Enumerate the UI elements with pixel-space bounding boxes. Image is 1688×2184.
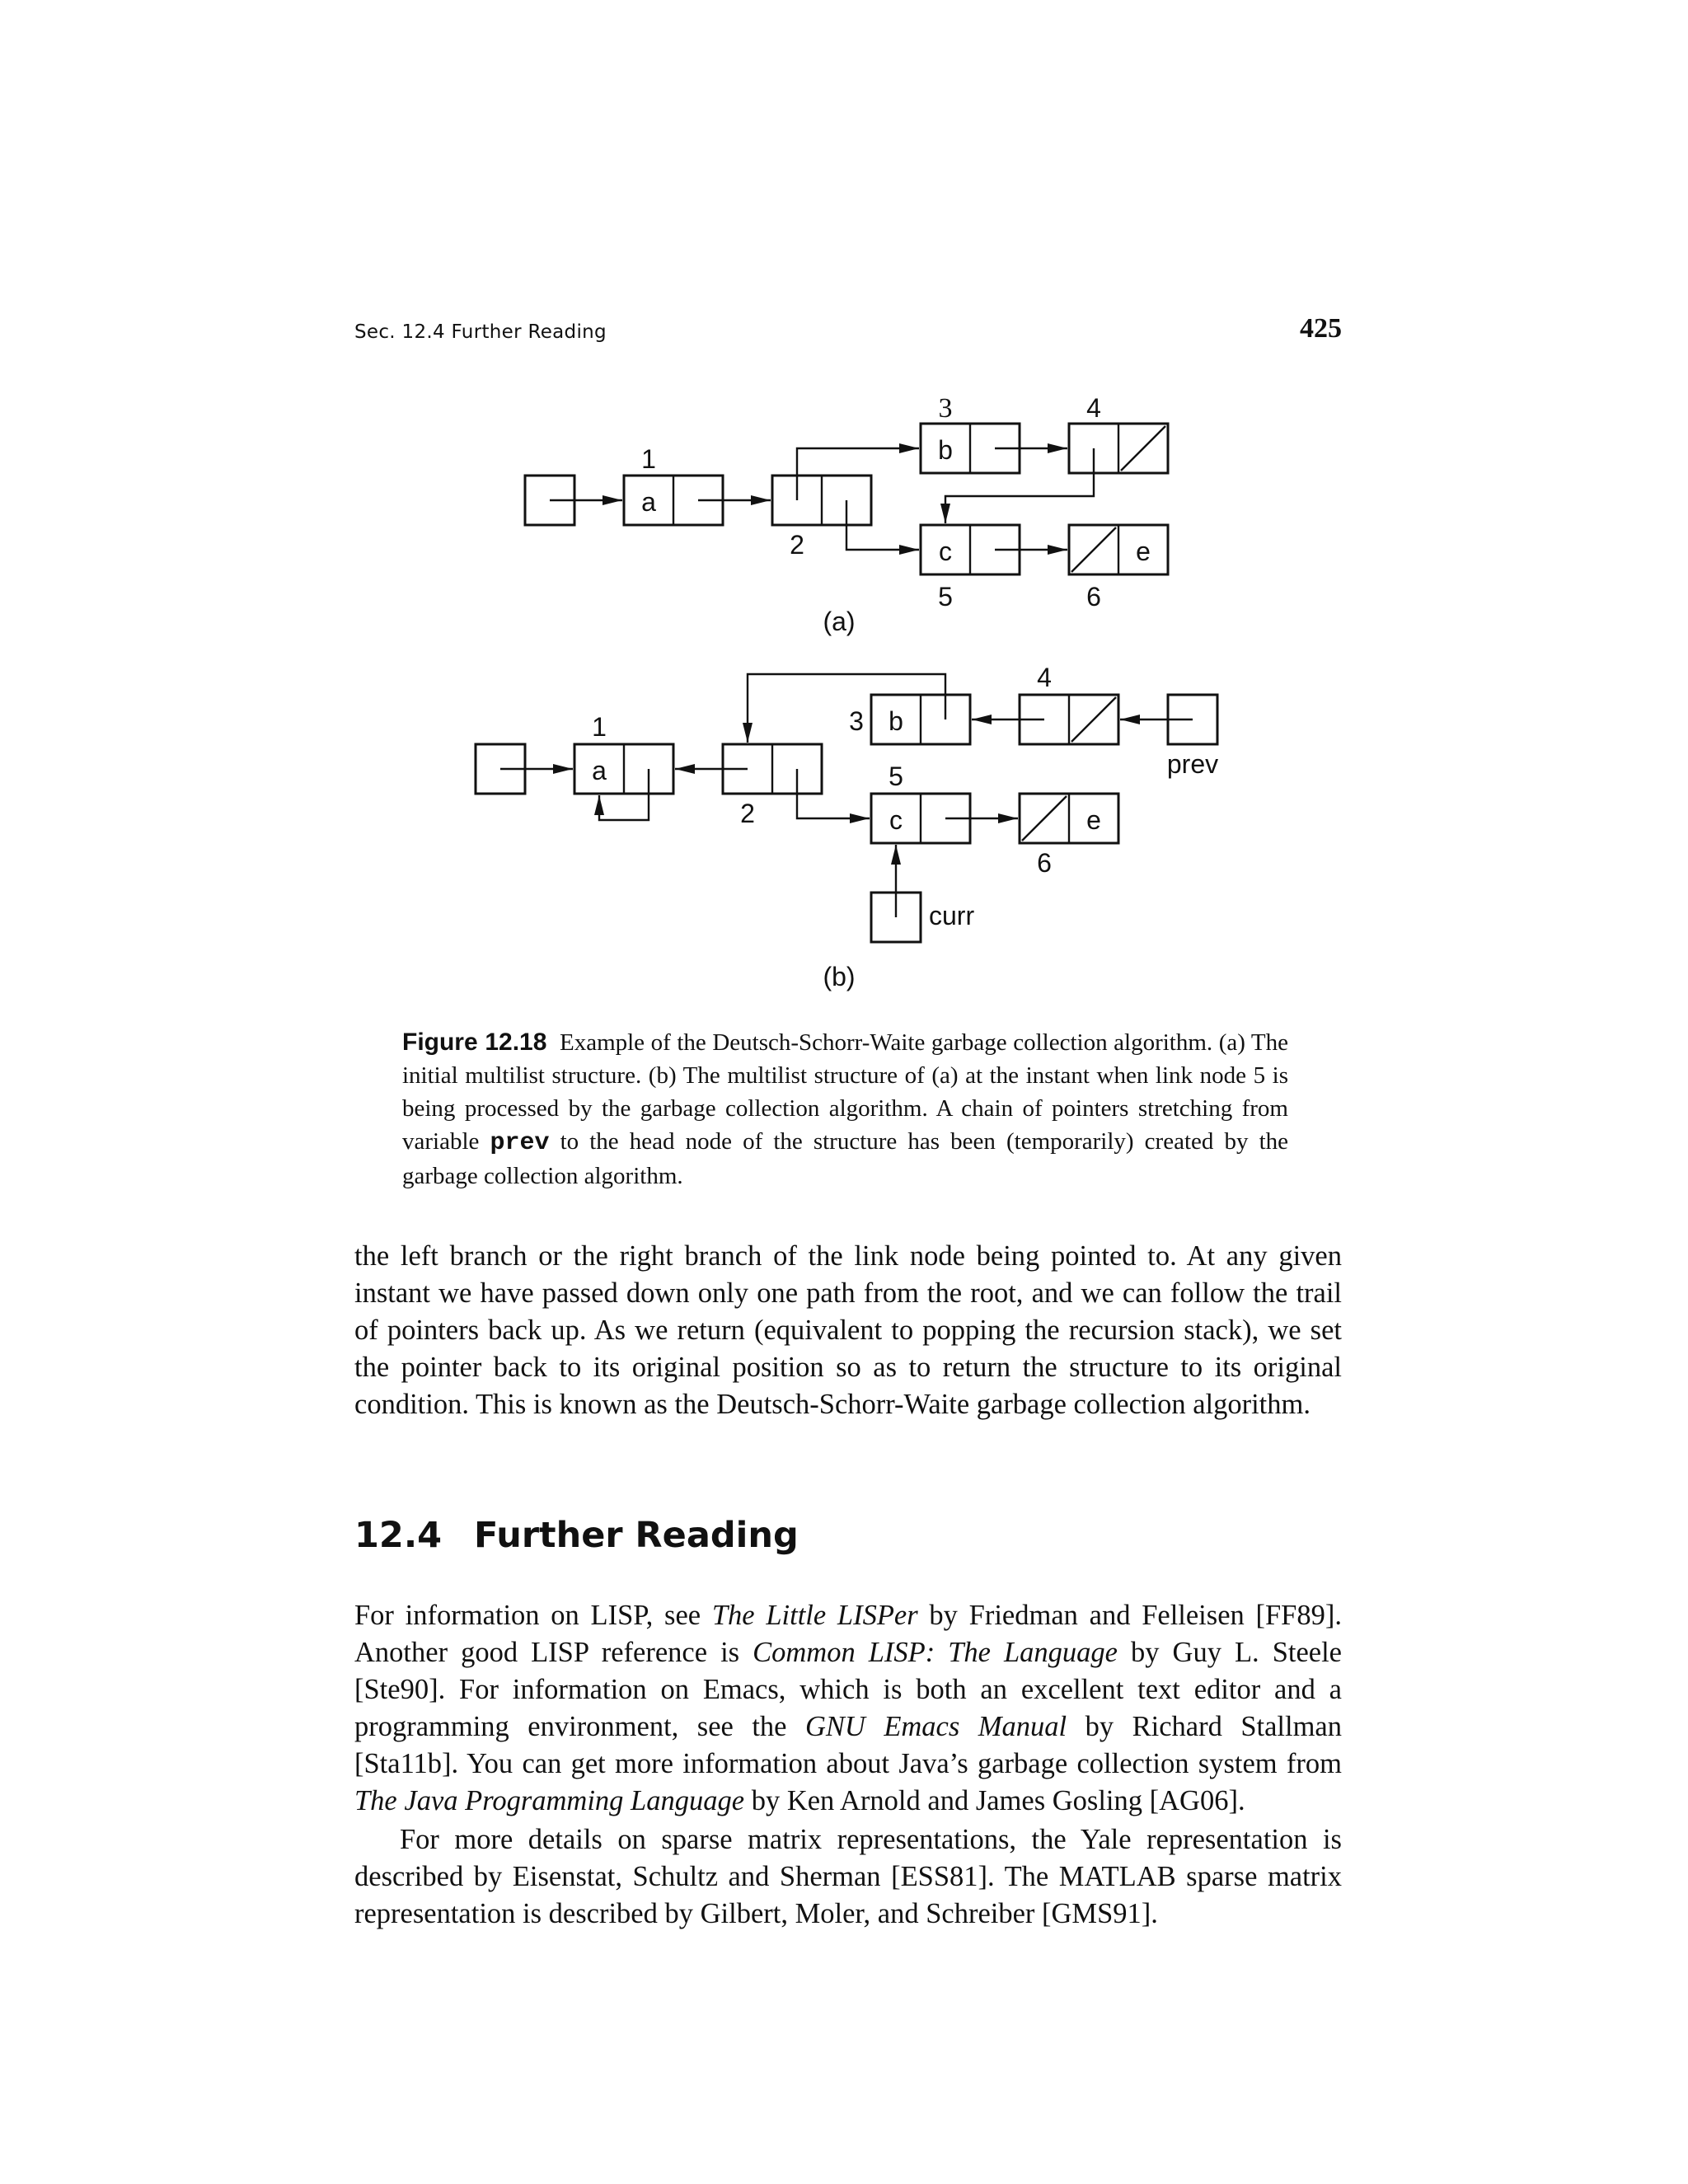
- node-number-4-b: 4: [1037, 663, 1052, 692]
- diagram-a: [525, 393, 1168, 636]
- node-number-2-b: 2: [740, 799, 755, 828]
- node-number-5-b: 5: [889, 762, 903, 791]
- node-number-5: 5: [938, 582, 953, 612]
- body-paragraph-2: [354, 1597, 1342, 1820]
- para2-text-3: by Guy L. Steele [Ste90]. For information on Emacs, which is both an excellent text editor and a programming environment, see the: [354, 1637, 1342, 1742]
- figure-12-18-diagram: [0, 0, 1688, 1005]
- node-number-3-b: 3: [849, 706, 864, 736]
- node-number-3: 3: [938, 393, 953, 424]
- curr-label: curr: [929, 901, 975, 930]
- paragraph-text: For more details on sparse matrix representations, the Yale representation is described by Eisenstat, Schultz and Sherman [ESS81]. The MATLAB sparse matrix representation is described by Gilbert, Moler, and Schreiber [GMS91].: [354, 1824, 1342, 1929]
- body-paragraph-3: [354, 1821, 1342, 1933]
- book-title-little-lisper: The Little LISPer: [711, 1600, 918, 1631]
- caption-code-prev: prev: [490, 1129, 550, 1157]
- sublabel-a: (a): [823, 607, 856, 636]
- section-number: 12.4: [354, 1515, 443, 1556]
- para2-text-1: For information on LISP, see: [354, 1600, 701, 1631]
- caption-text-2: to the head node of the structure has been (temporarily) created by the garbage collection algorithm.: [402, 1128, 1288, 1189]
- cell-c-label-b: c: [889, 805, 903, 835]
- cell-e-label-b: e: [1086, 805, 1101, 835]
- caption-text-1: Example of the Deutsch-Schorr-Waite garbage collection algorithm. (a) The initial multilist structure. (b) The multilist structure of (a) at the instant when link node 5 is being processed by the garbage collection algorithm. A chain of pointers stretching from variable: [402, 1029, 1289, 1155]
- book-title-gnu-emacs-manual: GNU Emacs Manual: [804, 1711, 1067, 1742]
- body-paragraph-1: [354, 1238, 1342, 1423]
- book-title-java-programming-language: The Java Programming Language: [354, 1785, 745, 1816]
- node-number-1-b: 1: [592, 712, 607, 742]
- section-heading: [354, 1515, 799, 1556]
- figure-caption: [402, 1026, 1288, 1193]
- para2-text-4: by Richard Stallman [Sta11b]. You can get more information about Java’s garbage collection system from: [354, 1711, 1342, 1779]
- cell-c-label: c: [939, 537, 952, 566]
- para2-text-5: by Ken Arnold and James Gosling [AG06].: [751, 1785, 1245, 1816]
- node-number-6: 6: [1086, 582, 1101, 612]
- diagram-b: [476, 663, 1218, 991]
- page-number: 425: [1300, 313, 1342, 344]
- node-number-2: 2: [790, 530, 804, 560]
- para2-text-2: by Friedman and Felleisen [FF89]. Another good LISP reference is: [354, 1600, 1342, 1668]
- paragraph-text: [354, 1597, 1342, 1820]
- cell-a-label-b: a: [592, 756, 607, 785]
- cell-e-label: e: [1136, 537, 1151, 566]
- cell-b-label-b: b: [889, 706, 903, 736]
- figure-label: Figure 12.18: [402, 1029, 547, 1056]
- book-title-common-lisp: Common LISP: The Language: [753, 1637, 1118, 1668]
- paragraph-text: the left branch or the right branch of the link node being pointed to. At any given instant we have passed down only one path from the root, and we can follow the trail of pointers back up. As we return (equivalent to popping the recursion stack), we set the pointer back to its original position so as to return the structure to its original condition. This is known as the Deutsch-Schorr-Waite garbage collection algorithm.: [354, 1240, 1342, 1420]
- sublabel-b: (b): [823, 962, 856, 991]
- running-head: Sec. 12.4 Further Reading: [354, 321, 607, 343]
- cell-b-label: b: [938, 435, 953, 465]
- section-title: Further Reading: [474, 1515, 799, 1556]
- cell-a-label: a: [641, 487, 656, 517]
- node-number-1: 1: [641, 444, 656, 474]
- prev-label: prev: [1166, 749, 1219, 779]
- node-number-4: 4: [1086, 393, 1101, 423]
- node-number-6-b: 6: [1037, 848, 1052, 878]
